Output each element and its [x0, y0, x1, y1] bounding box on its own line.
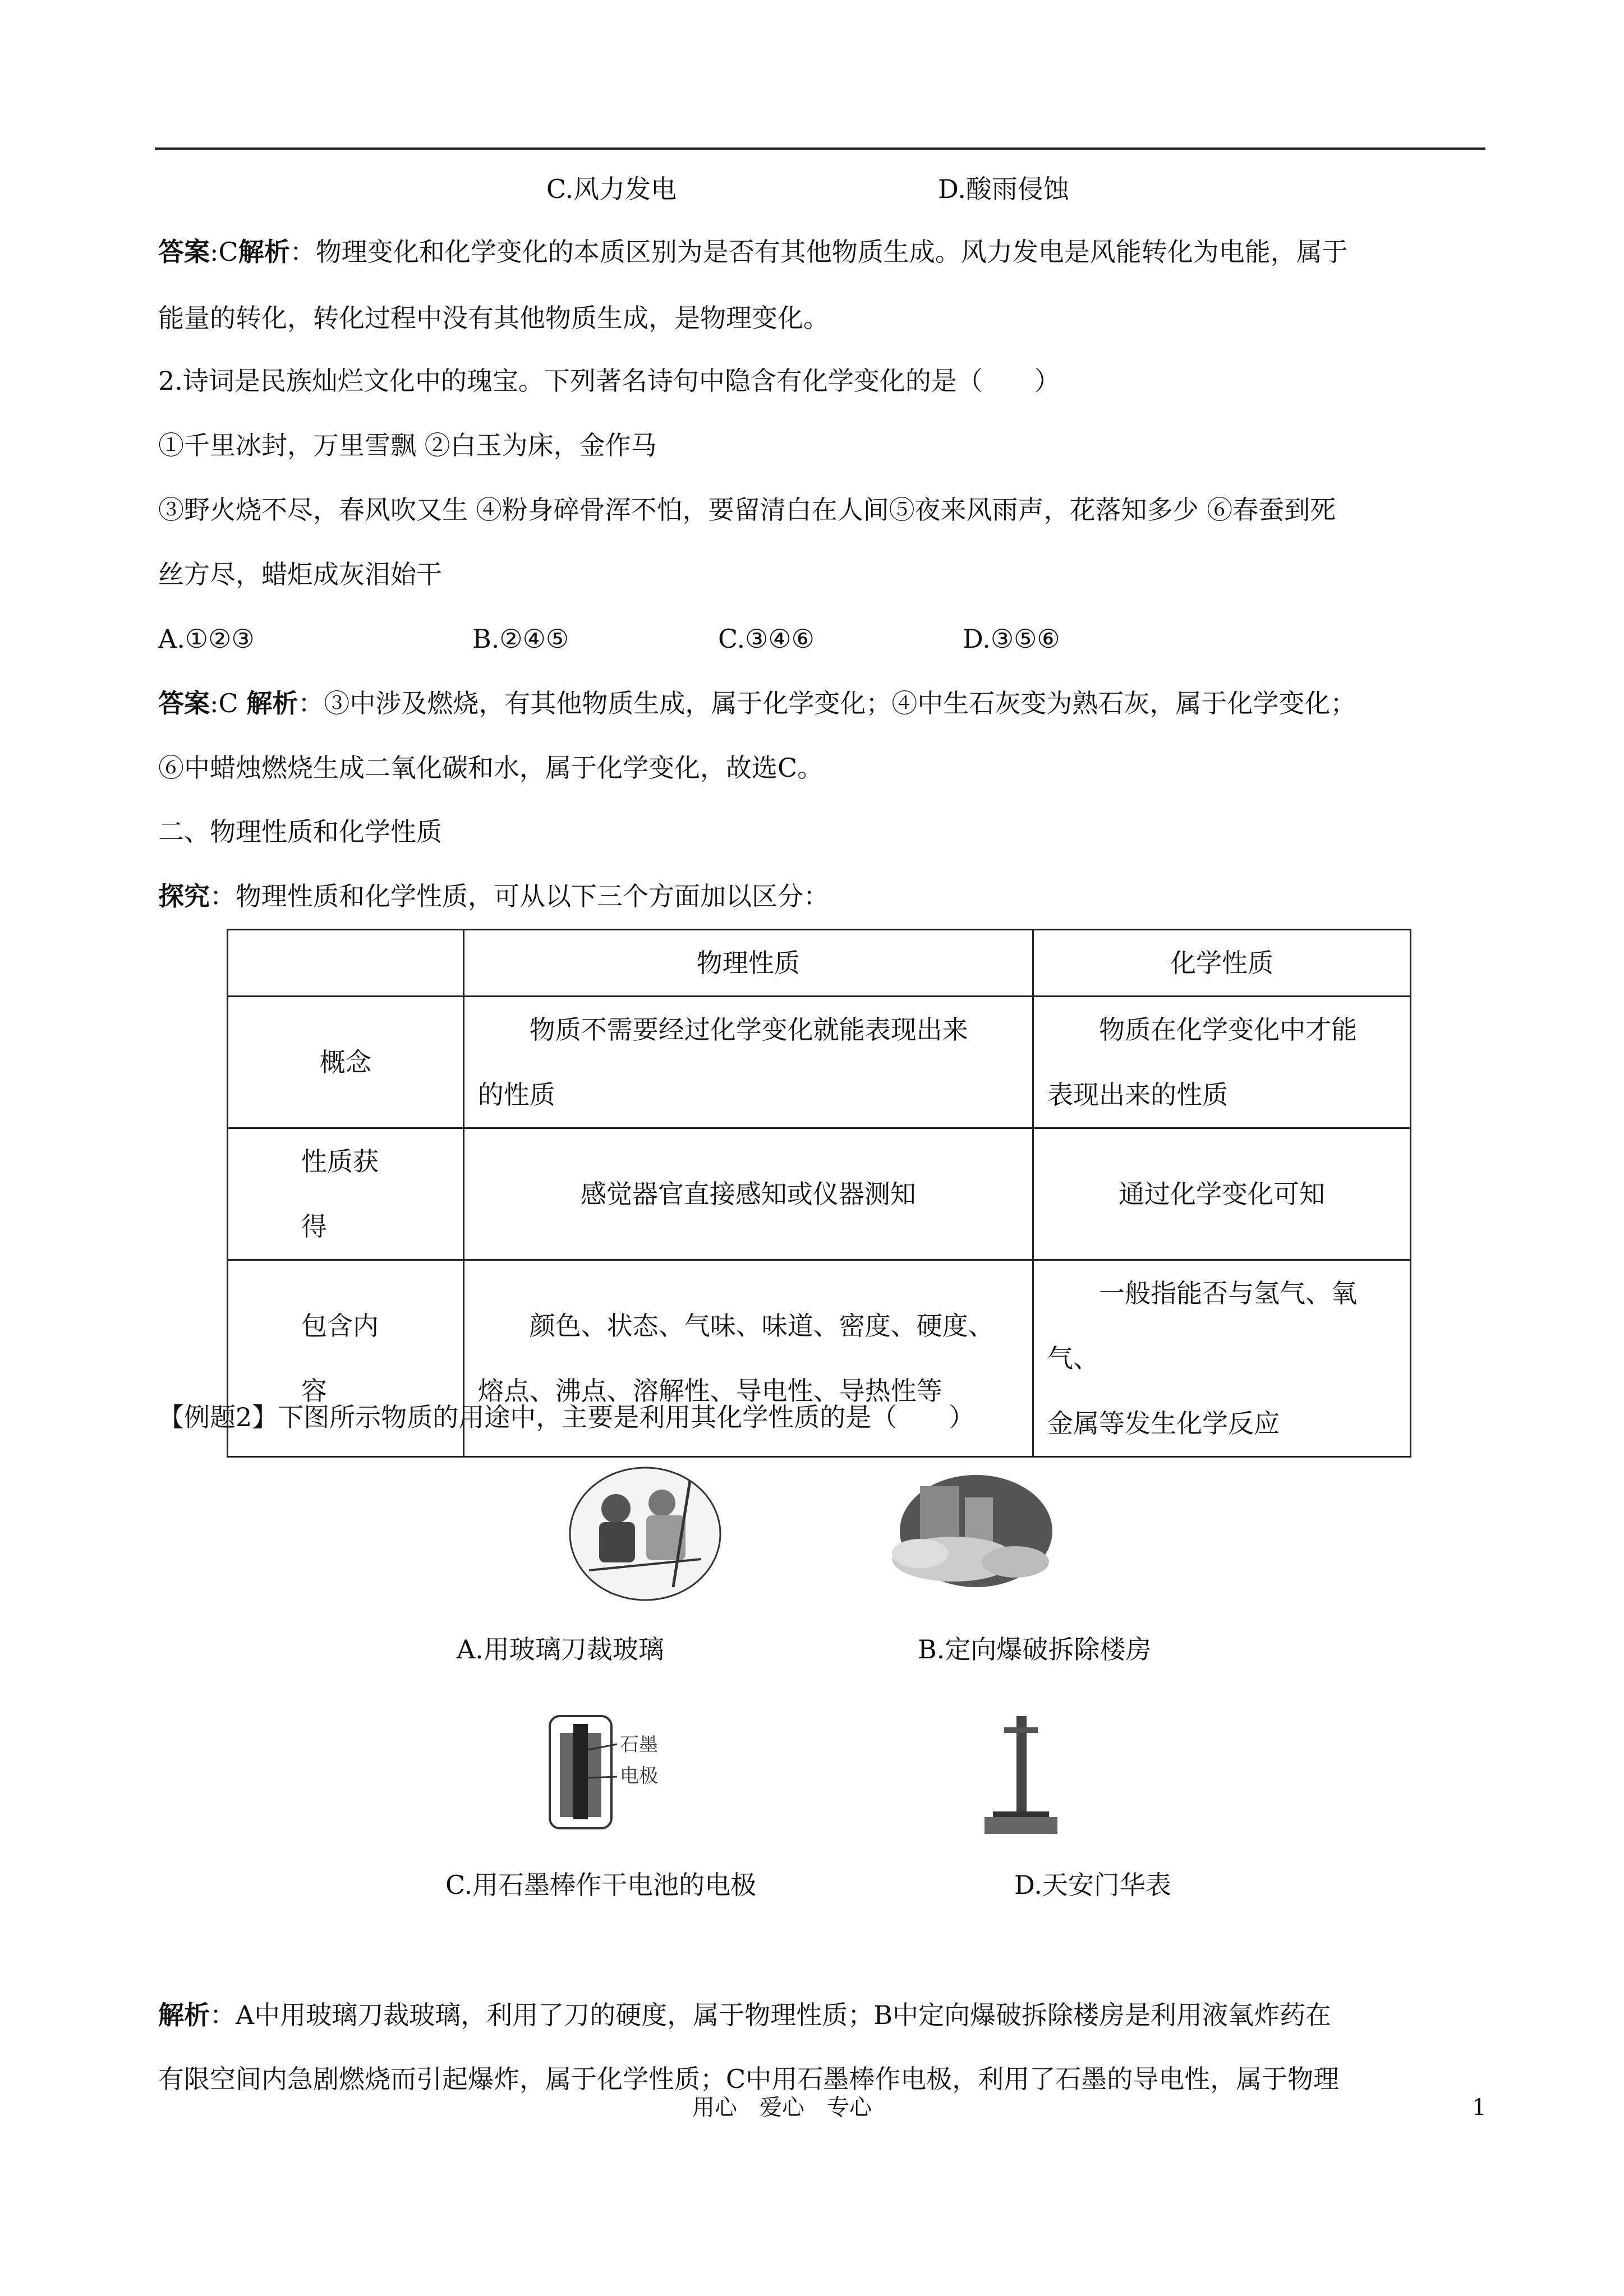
answer1-text1: ：物理变化和化学变化的本质区别为是否有其他物质生成。风力发电是风能转化为电能，属于: [289, 237, 1348, 267]
content-chemical: [1033, 1260, 1411, 1457]
footer-slogan: 用心 爱心 专心: [692, 2095, 872, 2120]
content-chemical-1: 一般指能否与氢气、氧气、: [1047, 1278, 1358, 1373]
answer-choice: :C: [210, 688, 247, 718]
section-heading: 二、物理性质和化学性质: [158, 817, 442, 847]
comparison-table: [227, 929, 1411, 1458]
answer1-line2: 能量的转化，转化过程中没有其他物质生成，是物理变化。: [158, 303, 829, 333]
explore-text: ：物理性质和化学性质，可从以下三个方面加以区分：: [210, 881, 829, 911]
concept-physical-1: 物质不需要经过化学变化就能表现出来: [529, 1015, 968, 1045]
caption-d: D.天安门华表: [1014, 1870, 1171, 1900]
row-label-acquire-1: 性质获: [301, 1146, 379, 1177]
q2-line2: ③野火烧不尽，春风吹又生 ④粉身碎骨浑不怕，要留清白在人间⑤夜来风雨声，花落知多少 ⑥春蚕到死: [158, 495, 1336, 525]
q2-option-c: C.③④⑥: [718, 624, 815, 654]
explore-line: [158, 879, 829, 914]
table-header-empty: [228, 930, 464, 997]
concept-chemical: [1033, 997, 1411, 1128]
row-label-content-2: 容: [301, 1376, 327, 1406]
row-label-acquire-2: 得: [301, 1211, 327, 1242]
concept-chemical-2: 表现出来的性质: [1047, 1080, 1229, 1110]
explore-label: 探究: [158, 881, 210, 911]
caption-a: A.用玻璃刀裁玻璃: [457, 1634, 664, 1665]
row-label-acquire: [228, 1128, 464, 1260]
analysis-line2: 有限空间内急剧燃烧而引起爆炸，属于化学性质；C中用石墨棒作电极，利用了石墨的导电性，属于物理: [158, 2064, 1340, 2094]
q2-option-a: A.①②③: [158, 624, 255, 654]
analysis-line1: [158, 1998, 1331, 2032]
content-physical-2: 熔点、沸点、溶解性、导电性、导热性等: [477, 1376, 942, 1406]
table-header-physical: 物理性质: [463, 930, 1033, 997]
q2-option-b: B.②④⑤: [472, 624, 569, 654]
option-d: D.酸雨侵蚀: [938, 174, 1069, 204]
table-header-chemical: 化学性质: [1033, 930, 1411, 997]
content-physical-1: 颜色、状态、气味、味道、密度、硬度、: [529, 1311, 994, 1341]
concept-chemical-1: 物质在化学变化中才能: [1099, 1015, 1358, 1045]
option-c: C.风力发电: [546, 174, 677, 204]
answer-label: 答案: [158, 688, 210, 718]
caption-c: C.用石墨棒作干电池的电极: [445, 1870, 757, 1900]
q2-line3: 丝方尽，蜡炬成灰泪始干: [158, 559, 442, 589]
q2-stem: 2.诗词是民族灿烂文化中的瑰宝。下列著名诗句中隐含有化学变化的是（ ）: [158, 366, 1060, 396]
glass-cutter-image: [567, 1464, 724, 1604]
demolition-image: [886, 1469, 1055, 1598]
example2-stem: 【例题2】下图所示物质的用途中，主要是利用其化学性质的是（ ）: [158, 1402, 975, 1432]
answer2-line1: [158, 686, 1356, 721]
analysis-label: 解析: [158, 2000, 210, 2030]
acquire-physical: 感觉器官直接感知或仪器测知: [463, 1128, 1033, 1260]
battery-label-2: 电极: [620, 1765, 658, 1787]
header-rule: [155, 147, 1485, 150]
answer-label: 答案: [158, 237, 210, 267]
content-chemical-2: 金属等发生化学反应: [1047, 1408, 1280, 1439]
battery-label-1: 石墨: [620, 1733, 658, 1756]
concept-physical: [463, 997, 1033, 1128]
analysis-label: 解析: [246, 688, 298, 718]
analysis-label: 解析: [238, 237, 290, 267]
table-header-row: [228, 930, 1411, 997]
battery-image: [544, 1711, 690, 1839]
answer2-text1: ：③中涉及燃烧，有其他物质生成，属于化学变化；④中生石灰变为熟石灰，属于化学变化；: [298, 688, 1356, 718]
huabiao-image: [982, 1711, 1060, 1839]
row-label-content-1: 包含内: [301, 1311, 379, 1341]
acquire-chemical: 通过化学变化可知: [1033, 1128, 1411, 1260]
q2-option-d: D.③⑤⑥: [963, 624, 1060, 654]
answer1-line1: [158, 234, 1348, 269]
analysis-text1: ：A中用玻璃刀裁玻璃，利用了刀的硬度，属于物理性质；B中定向爆破拆除楼房是利用液氧炸药在: [210, 2000, 1332, 2030]
table-row: [228, 1128, 1411, 1260]
table-row: [228, 997, 1411, 1128]
row-label-concept: 概念: [228, 997, 464, 1128]
q2-line1: ①千里冰封，万里雪飘 ②白玉为床，金作马: [158, 430, 657, 460]
caption-b: B.定向爆破拆除楼房: [918, 1634, 1152, 1665]
answer-choice: :C: [210, 237, 238, 267]
concept-physical-2: 的性质: [477, 1080, 555, 1110]
answer2-line2: ⑥中蜡烛燃烧生成二氧化碳和水，属于化学变化，故选C。: [158, 753, 823, 783]
page-number: 1: [1472, 2095, 1487, 2120]
